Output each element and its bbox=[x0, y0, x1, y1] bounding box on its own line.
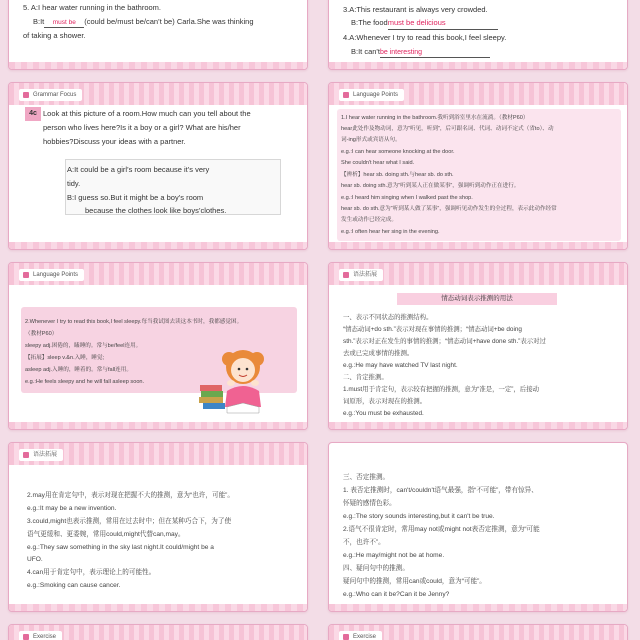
exercise-line bbox=[351, 16, 498, 30]
dialogue-line: tidy. bbox=[67, 179, 81, 188]
question-line: person who lives here?Is it a boy or a girl? What are his/her bbox=[43, 123, 241, 132]
text-line: hear此处作及物动词，意为“听见，听到”，后可跟名词、代词、动词不定式（省to）、动 bbox=[341, 126, 554, 132]
text-line: 二、肯定推测。 bbox=[343, 374, 388, 381]
section-tag: Language Points bbox=[19, 269, 84, 281]
slide-language-points-hear[interactable] bbox=[328, 82, 628, 250]
slide-grammar-focus[interactable] bbox=[8, 82, 308, 250]
text: B:It can't bbox=[351, 47, 380, 56]
text-line: 语气更缓和、更委婉，常用could,might代替can,may。 bbox=[27, 531, 185, 538]
text-line: 发生或动作已经完成。 bbox=[341, 217, 397, 223]
text-line: 1.must用于肯定句，表示较有把握的推测，意为“准是，一定”，后接动 bbox=[343, 386, 539, 393]
text-line: UFO. bbox=[27, 556, 43, 563]
text-line: “情态动词+do sth.”表示对现在事情的推测；“情态动词+be doing bbox=[343, 326, 522, 333]
text-line: 2.Whenever I try to read this book,I feel sleepy.每当我试图去读这本书时，我都感觉困。 bbox=[25, 319, 243, 325]
text-line: 去或已完成事情的推测。 bbox=[343, 350, 414, 357]
text-line: e.g.:They saw something in the sky last night.It could/might be a bbox=[27, 544, 214, 551]
text-line: hear sb. doing sth.意为“听到某人正在做某事”，强调听到动作正在进行。 bbox=[341, 183, 520, 189]
text-line: 1.I hear water running in the bathroom.我听到浴室里水在流淌。（教材P60） bbox=[341, 115, 529, 121]
text-line: e.g.:Who can it be?Can it be Jenny? bbox=[343, 591, 450, 598]
text-line: sleepy adj.困倦的，瞌睡的。常与be/feel连用。 bbox=[25, 343, 142, 349]
text: B:It bbox=[33, 17, 45, 26]
section-tag: Grammar Focus bbox=[19, 89, 82, 101]
slide-grammar-extension-1[interactable] bbox=[328, 262, 628, 430]
text-line: 四、疑问句中的推测。 bbox=[343, 565, 409, 572]
text-line: 词原形，表示对现在的推测。 bbox=[343, 398, 427, 405]
question-line: Look at this picture of a room.How much can you tell about the bbox=[43, 109, 251, 118]
text-line: （教材P60） bbox=[25, 331, 58, 337]
section-tag: 语法拓展 bbox=[339, 269, 383, 281]
answer-text: must be delicious bbox=[388, 16, 498, 30]
section-tag: Exercise bbox=[19, 631, 62, 640]
text-line: hear sb. do sth.意为“听到某人做了某事”，强调听见动作发生的全过程，表示此动作经常 bbox=[341, 206, 557, 212]
text-line: 2.may用在肯定句中，表示对现在把握不大的推测，意为“也许，可能”。 bbox=[27, 492, 234, 499]
text-line: 【拓展】sleep v.&n.入睡，睡觉; bbox=[25, 355, 105, 361]
text: B:The food bbox=[351, 18, 388, 27]
text-line: e.g.:The story sounds interesting,but it can't be true. bbox=[343, 513, 495, 520]
text-line: e.g.:You must be exhausted. bbox=[343, 410, 424, 417]
slide-exercise-2[interactable] bbox=[328, 624, 628, 640]
slide-exercise-answers-2[interactable] bbox=[328, 0, 628, 70]
text-line: 疑问句中的推测，常用can或could，意为“可能”。 bbox=[343, 578, 486, 585]
text: (could be/must be/can’t be) Carla.She was thinking bbox=[84, 17, 254, 26]
text-line: 不，也许不”。 bbox=[343, 539, 385, 546]
text-line: e.g.:I can hear someone knocking at the door. bbox=[341, 149, 455, 155]
dialogue-line: A:It could be a girl’s room because it’s very bbox=[67, 165, 210, 174]
slide-exercise-answers-1[interactable] bbox=[8, 0, 308, 70]
dialogue-line: B:I guess so.But it might be a boy’s room bbox=[67, 193, 204, 202]
exercise-line: of taking a shower. bbox=[23, 31, 86, 40]
answer-text: must be bbox=[44, 19, 84, 28]
text-line: e.g.:He may have watched TV last night. bbox=[343, 362, 458, 369]
text-line: e.g.:Smoking can cause cancer. bbox=[27, 582, 121, 589]
section-tag: 语法拓展 bbox=[19, 449, 63, 461]
section-tag: Language Points bbox=[339, 89, 404, 101]
text-line: 词-ing形式或宾语从句。 bbox=[341, 137, 401, 143]
text-line: e.g.:He feels sleepy and he will fall asleep soon. bbox=[25, 379, 145, 385]
slide-grammar-extension-2[interactable] bbox=[8, 442, 308, 612]
text-line: e.g.:I often hear her sing in the evening. bbox=[341, 229, 440, 235]
exercise-line: 3.A:This restaurant is always very crowded. bbox=[343, 5, 488, 14]
question-line: hobbies?Discuss your ideas with a partner. bbox=[43, 137, 186, 146]
text-line: e.g.:He may/might not be at home. bbox=[343, 552, 445, 559]
text-line: 三、否定推测。 bbox=[343, 474, 390, 481]
dialogue-line: because the clothes look like boys’clothes. bbox=[85, 206, 227, 215]
text-line: e.g.:It may be a new invention. bbox=[27, 505, 117, 512]
slide-title: 情态动词表示推测的用法 bbox=[397, 293, 557, 305]
exercise-line: 5. A:I hear water running in the bathroom. bbox=[23, 3, 161, 12]
question-badge: 4c bbox=[25, 107, 41, 121]
text-line: 怀疑的感情色彩。 bbox=[343, 500, 396, 507]
text-line: 4.can用于肯定句中，表示理论上的可能性。 bbox=[27, 569, 156, 576]
section-tag: Exercise bbox=[339, 631, 382, 640]
text-line: sth.”表示对正在发生的事情的推测；“情态动词+have done sth.”表示对过 bbox=[343, 338, 546, 345]
text-line: 2.语气不很肯定时，常用may not或might not表否定推测，意为“可能 bbox=[343, 526, 540, 533]
text-line: 一、表示不同状态的推测结构。 bbox=[343, 314, 433, 321]
text-line: asleep adj.入睡的，睡着的。常与fall连用。 bbox=[25, 367, 132, 373]
text-line: 【辨析】hear sb. doing sth.与hear sb. do sth. bbox=[341, 172, 454, 178]
text-line: 1. 表否定推测时，can't/couldn't语气最强，指“不可能”，带有惊异、 bbox=[343, 487, 538, 494]
text-line: e.g.:I heard him singing when I walked past the shop. bbox=[341, 195, 473, 201]
slide-grammar-extension-3[interactable] bbox=[328, 442, 628, 612]
text-line: 3.could,might也表示推测，常用在过去时中；但在某种巧合下，为了使 bbox=[27, 518, 232, 525]
slide-language-points-sleepy[interactable] bbox=[8, 262, 308, 430]
text-line: She couldn't hear what I said. bbox=[341, 160, 415, 166]
girl-reading-illustration bbox=[197, 345, 277, 419]
exercise-line bbox=[33, 15, 254, 28]
slide-exercise-1[interactable] bbox=[8, 624, 308, 640]
exercise-line: 4.A:Whenever I try to read this book,I feel sleepy. bbox=[343, 33, 507, 42]
exercise-line bbox=[351, 45, 490, 58]
answer-text: be interesting bbox=[380, 49, 490, 58]
